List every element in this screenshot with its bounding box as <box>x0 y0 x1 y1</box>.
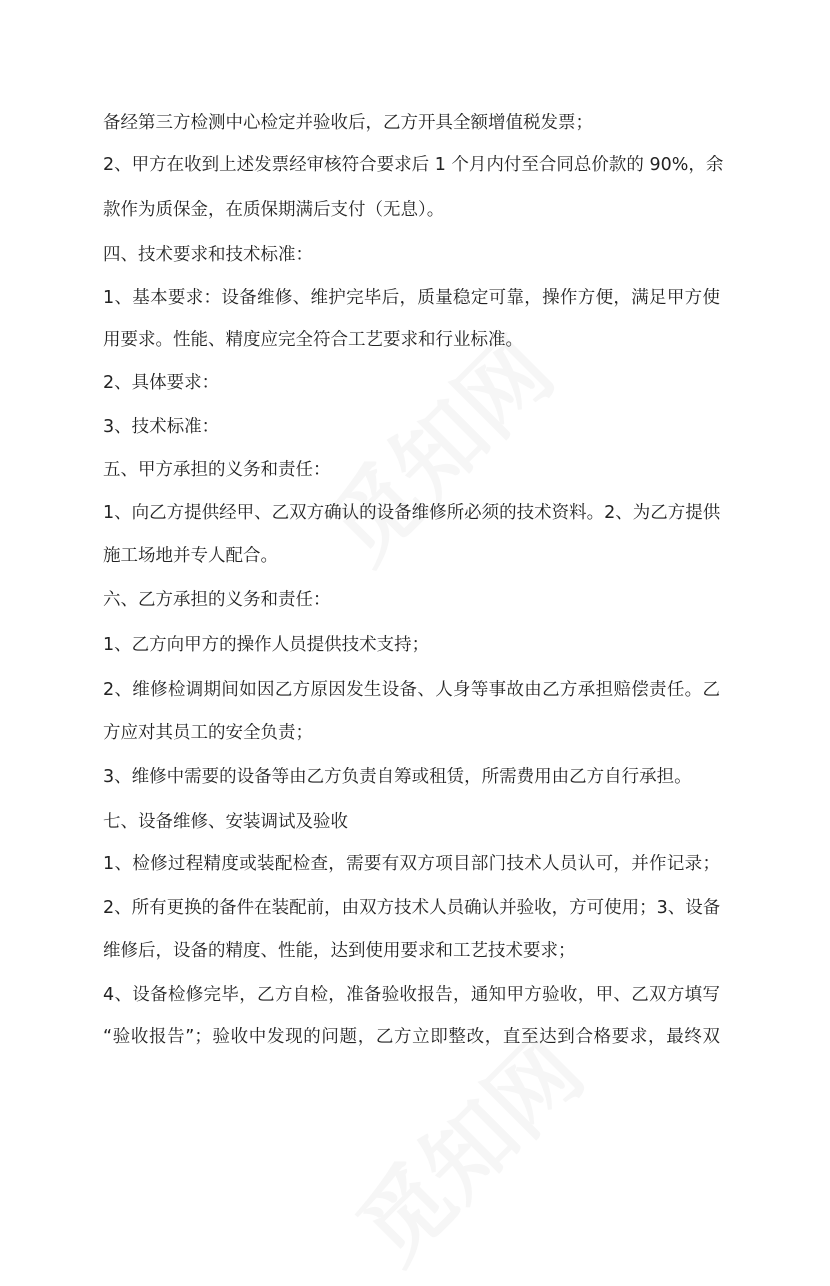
text-line: 六、乙方承担的义务和责任： <box>103 590 331 610</box>
text-line: 五、甲方承担的义务和责任： <box>103 460 331 480</box>
text-line: 施工场地并专人配合。 <box>103 546 278 566</box>
text-line: 4、设备检修完毕，乙方自检，准备验收报告，通知甲方验收，甲、乙双方填写 <box>103 985 720 1005</box>
text-line: 3、维修中需要的设备等由乙方负责自筹或租赁，所需费用由乙方自行承担。 <box>103 767 692 787</box>
text-line: 七、设备维修、安装调试及验收 <box>103 812 348 832</box>
text-line: 1、乙方向甲方的操作人员提供技术支持； <box>103 635 430 655</box>
text-line: 2、具体要求： <box>103 373 220 393</box>
text-line: 3、技术标准： <box>103 417 220 437</box>
text-line: 备经第三方检测中心检定并验收后，乙方开具全额增值税发票； <box>103 113 593 133</box>
text-line: “验收报告”；验收中发现的问题，乙方立即整改，直至达到合格要求，最终双 <box>103 1027 720 1047</box>
text-line: 1、基本要求：设备维修、维护完毕后，质量稳定可靠，操作方便，满足甲方使 <box>103 288 720 308</box>
text-line: 2、甲方在收到上述发票经审核符合要求后 1 个月内付至合同总价款的 90%，余 <box>103 155 724 175</box>
text-line: 四、技术要求和技术标准： <box>103 245 313 265</box>
text-line: 款作为质保金，在质保期满后支付（无息）。 <box>103 200 445 220</box>
text-line: 2、维修检调期间如因乙方原因发生设备、人身等事故由乙方承担赔偿责任。乙 <box>103 680 720 700</box>
text-line: 用要求。性能、精度应完全符合工艺要求和行业标准。 <box>103 330 523 350</box>
text-line: 维修后，设备的精度、性能，达到使用要求和工艺技术要求； <box>103 941 576 961</box>
text-line: 1、向乙方提供经甲、乙双方确认的设备维修所必须的技术资料。2、为乙方提供 <box>103 503 721 523</box>
text-line: 方应对其员工的安全负责； <box>103 723 313 743</box>
text-line: 1、检修过程精度或装配检查，需要有双方项目部门技术人员认可，并作记录； <box>103 854 720 874</box>
text-line: 2、所有更换的备件在装配前，由双方技术人员确认并验收，方可使用；3、设备 <box>103 898 721 918</box>
